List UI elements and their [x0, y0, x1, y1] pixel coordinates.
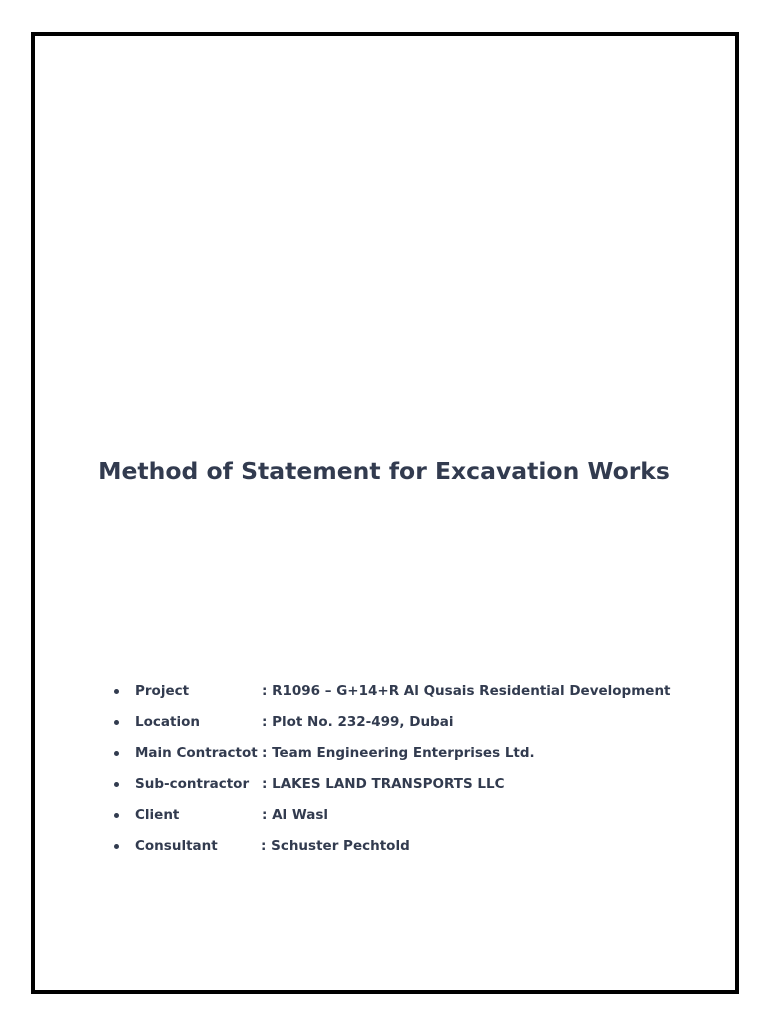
detail-value: : LAKES LAND TRANSPORTS LLC	[262, 776, 505, 792]
detail-label: Main Contractot	[135, 745, 258, 761]
bullet-icon	[110, 680, 124, 694]
detail-value: : R1096 – G+14+R Al Qusais Residential Development	[262, 683, 671, 699]
bullet-icon	[110, 804, 124, 818]
detail-label: Sub-contractor	[135, 776, 250, 792]
detail-label: Consultant	[135, 838, 218, 854]
detail-label: Client	[135, 807, 180, 823]
detail-label: Project	[135, 683, 190, 699]
detail-label: Location	[135, 714, 200, 730]
document-title: Method of Statement for Excavation Works	[98, 457, 670, 485]
detail-value: : Plot No. 232-499, Dubai	[262, 714, 454, 730]
bullet-icon	[110, 711, 124, 725]
detail-value: : Al Wasl	[262, 807, 329, 823]
detail-value: : Schuster Pechtold	[261, 838, 410, 854]
bullet-icon	[110, 835, 124, 849]
bullet-icon	[110, 742, 124, 756]
detail-value: : Team Engineering Enterprises Ltd.	[262, 745, 535, 761]
bullet-icon	[110, 773, 124, 787]
